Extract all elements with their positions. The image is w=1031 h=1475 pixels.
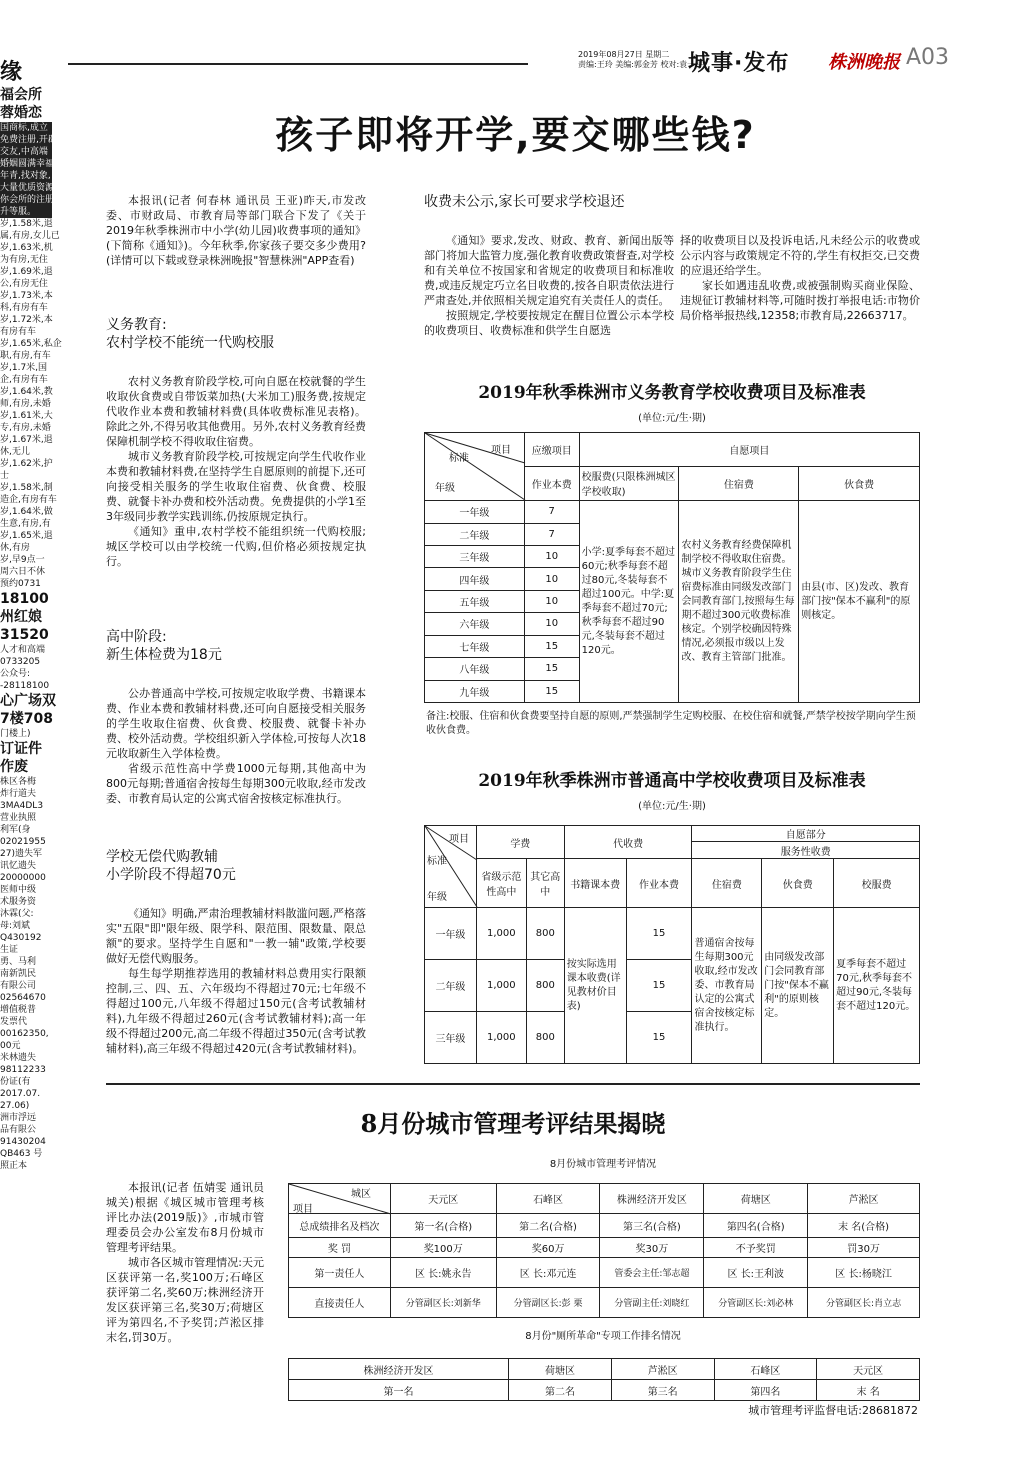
strip-line: 利军(身 — [0, 825, 31, 835]
th-huoshi: 伙食费 — [799, 466, 920, 501]
grade-cell: 七年级 — [425, 635, 525, 657]
table-cell: 第一名(合格) — [390, 1214, 496, 1238]
district-header: 石峰区 — [714, 1359, 817, 1380]
table4-caption: 8月份"厕所革命"专项工作排名情况 — [525, 1331, 681, 1342]
corner-std: 标准 — [449, 453, 469, 464]
strip-line: 2017.07. — [0, 1089, 41, 1099]
article1-sec4b — [680, 233, 920, 323]
rank-cell: 末 名 — [817, 1380, 920, 1401]
table-cell: 区 长:王利波 — [704, 1258, 808, 1288]
strip-line: Q430192 — [0, 933, 42, 943]
strip-line: 发票代 — [0, 1017, 28, 1027]
grade-cell: 一年级 — [425, 908, 477, 960]
grade-cell: 二年级 — [425, 960, 477, 1012]
article2-body — [106, 1180, 264, 1345]
strip-line: 大量优质资源 — [0, 183, 55, 193]
strip-line: 心广场双 — [0, 693, 56, 709]
district-header: 芦淞区 — [808, 1184, 920, 1214]
rank-cell: 第三名 — [611, 1380, 714, 1401]
strip-line: 职,有房,有车 — [0, 351, 51, 361]
strip-line: 师,有房,未婚 — [0, 399, 51, 409]
th-ziyuan: 自愿项目 — [579, 433, 919, 467]
strip-line: 为有房,无住 — [0, 255, 48, 265]
corner-top: 城区 — [351, 1189, 371, 1200]
paragraph: 按照规定,学校要按规定在醒目位置公示本学校的收费项目、收费标准和供学生自愿选 — [424, 309, 674, 337]
strip-line: 18100 — [0, 591, 49, 607]
table4 — [288, 1358, 920, 1401]
corner-grade: 年级 — [435, 483, 455, 494]
table1-unit: (单位:元/生·期) — [638, 413, 706, 424]
article2-headline: 8月份城市管理考评结果揭晓 — [360, 1109, 666, 1138]
th-daishou: 应缴项目 — [524, 433, 579, 467]
table1 — [424, 432, 920, 703]
table-cell: 罚30万 — [808, 1238, 920, 1258]
subhead-2 — [106, 628, 366, 664]
district-header: 株洲经济开发区 — [289, 1359, 509, 1380]
subhead-1 — [106, 316, 366, 352]
strip-line: 专,有房,未婚 — [0, 423, 51, 433]
table2-unit: (单位:元/生·期) — [638, 801, 706, 812]
paragraph: 每生每学期推荐选用的教辅材料总费用实行限额控制,三、四、五、六年级均不得超过70元;七年级不得超过100元,八年级不得超过150元(含考试教辅材料),九年级不得超过260元(含考试教辅材料);高一年级不得超过200元,高二年级不得超过350元(含考试教辅材料),高三年级不得超过420元(含考试教辅材料)。 — [106, 967, 366, 1055]
th-huoshi: 伙食费 — [762, 859, 834, 908]
paragraph: 公办普通高中学校,可按规定收取学费、书籍课本费、作业本费和教辅材料费,还可向自愿接受相关服务的学生收取住宿费、伙食费、校服费、就餐卡补办费、校外活动费。学校组织新入学体检,可按每人次18元收取新生入学体检费。 — [106, 687, 366, 760]
article1-lead: 本报讯(记者 何春林 通讯员 王亚)昨天,市发改委、市财政局、市教育局等部门联合下发了《关于2019年秋季株洲市中小学(幼儿园)收费事项的通知》(下简称《通知》)。今年秋季,你家孩子要交多少费用?(详情可以下载或登录株洲晚报"智慧株洲"APP查看) — [106, 194, 366, 267]
subhead-2-line2: 新生体检费为18元 — [106, 647, 222, 663]
paragraph: 省级示范性高中学费1000元每期,其他高中为800元每期;普通宿舍按每生每期300元收取,经市发改委、市教育局认定的公寓式宿舍按核定标准执行。 — [106, 762, 366, 805]
subhead-4: 收费未公示,家长可要求学校退还 — [424, 194, 625, 210]
table-cell: 第四名(合格) — [704, 1214, 808, 1238]
corner-std: 标准 — [427, 856, 447, 867]
strip-line: 勇、马利 — [0, 957, 37, 967]
th-shengji: 省级示范性高中 — [476, 859, 526, 908]
table-cell: 区 长:姚永告 — [390, 1258, 496, 1288]
strip-line: 岁,1.63米,机 — [0, 243, 53, 253]
strip-line: 预约0731 — [0, 579, 41, 589]
strip-line: 岁,早9点一 — [0, 555, 45, 565]
header-date: 2019年08月27日 星期二 — [578, 50, 670, 59]
strip-line: 母:刘斌 — [0, 921, 31, 931]
grade-cell: 二年级 — [425, 523, 525, 545]
table1-corner — [425, 433, 525, 501]
strip-line: 02564670 — [0, 993, 46, 1003]
paragraph: 《通知》明确,严肃治理教辅材料散滥问题,严格落实"五限"即"限年级、限学科、限范围、限数量、限总额"的要求。坚持学生自愿和"一教一辅"政策,学校要做好无偿代购服务。 — [106, 907, 366, 965]
strip-line: 属,有房,女儿已 — [0, 231, 60, 241]
value-cell: 800 — [526, 908, 564, 960]
grade-cell: 三年级 — [425, 546, 525, 568]
value-cell: 10 — [524, 613, 579, 635]
strip-line: 门楼上) — [0, 729, 31, 739]
paragraph: 择的收费项目以及投诉电话,凡未经公示的收费或公示内容与政策规定不符的,学生有权拒交,已交费的应退还给学生。 — [680, 234, 920, 277]
th-zhusu: 住宿费 — [692, 859, 762, 908]
shuji-text: 按实际选用课本收费(详见教材价目表) — [564, 908, 626, 1064]
strip-line: 增值税普 — [0, 1005, 37, 1015]
rank-cell: 第四名 — [714, 1380, 817, 1401]
value-cell: 15 — [524, 680, 579, 703]
strip-line: 国商标,成立 — [0, 122, 52, 134]
strip-line: 造企,有房有车 — [0, 495, 57, 505]
strip-line: 升等服。 — [0, 206, 52, 218]
strip-line: 周六日不休 — [0, 567, 46, 577]
grade-cell: 四年级 — [425, 568, 525, 590]
table-cell: 奖100万 — [390, 1238, 496, 1258]
strip-line: 27.06) — [0, 1101, 30, 1111]
strip-line: 年青,找对象, — [0, 171, 51, 181]
table-cell: 区 长:杨晓江 — [808, 1258, 920, 1288]
th-qita: 其它高中 — [526, 859, 564, 908]
grade-cell: 八年级 — [425, 658, 525, 680]
strip-line: 营业执照 — [0, 813, 37, 823]
th-fuwu: 服务性收费 — [692, 842, 920, 859]
subhead-3 — [106, 848, 366, 884]
value-cell: 15 — [626, 1012, 692, 1064]
strip-line: 00元 — [0, 1041, 21, 1051]
strip-line: 照正本 — [0, 1161, 28, 1171]
table1-title: 2019年秋季株洲市义务教育学校收费项目及标准表 — [478, 383, 866, 403]
headline: 孩子即将开学,要交哪些钱? — [275, 113, 756, 157]
strip-line: 人才和高端 — [0, 645, 46, 655]
section-divider — [106, 1083, 920, 1085]
article1-col1 — [106, 193, 366, 268]
strip-line: 岁,1.58米,退 — [0, 219, 53, 229]
strip-line: 岁,1.62米,护 — [0, 459, 53, 469]
table2-corner — [425, 826, 477, 908]
strip-line: 公,有房无住 — [0, 279, 48, 289]
subhead-2-line1: 高中阶段: — [106, 629, 167, 645]
strip-line: 份证(有 — [0, 1077, 31, 1087]
strip-line: 作废 — [0, 759, 28, 775]
row-label: 第一责任人 — [289, 1258, 391, 1288]
th-ziyuan: 自愿部分 — [692, 826, 920, 842]
strip-line: 岁,1.58米,制 — [0, 483, 53, 493]
page-number: A03 — [906, 45, 950, 70]
corner-bottom: 项目 — [293, 1204, 313, 1215]
value-cell: 800 — [526, 1012, 564, 1064]
article1-sec4a — [424, 233, 674, 338]
district-header: 株洲经济开发区 — [600, 1184, 704, 1214]
strip-line: 27)遗失军 — [0, 849, 42, 859]
th-zuoye: 作业本费 — [524, 466, 579, 501]
section-title: 城事·发布 — [688, 51, 790, 76]
corner-item: 项目 — [491, 445, 511, 456]
strip-line: 术服务资 — [0, 897, 37, 907]
strip-line: 岁,1.69米,退 — [0, 267, 53, 277]
strip-line: 米林遗失 — [0, 1053, 37, 1063]
subhead-3-line1: 学校无偿代购教辅 — [106, 849, 218, 865]
strip-line: QB463 号 — [0, 1149, 43, 1159]
xiaofu-text: 夏季每套不超过70元,秋季每套不超过90元,冬装每套不超过120元。 — [834, 908, 920, 1064]
grade-cell: 九年级 — [425, 680, 525, 703]
th-xiaofu: 校服费(只限株洲城区学校收取) — [579, 466, 679, 501]
strip-line: 生意,有房,有 — [0, 519, 51, 529]
strip-line: -28118100 — [0, 681, 50, 691]
value-cell: 10 — [524, 590, 579, 612]
header-editors: 责编:王玲 美编:郭金芳 校对:袁一平 — [578, 60, 704, 69]
subhead-1-line1: 义务教育: — [106, 317, 167, 333]
strip-line: 3MA4DL3 — [0, 801, 44, 811]
strip-line: 炸行道夫 — [0, 789, 37, 799]
district-header: 天元区 — [817, 1359, 920, 1380]
strip-line: 岁,1.64米,教 — [0, 387, 53, 397]
th-zhusu: 住宿费 — [679, 466, 799, 501]
strip-line: 讯忆遗失 — [0, 861, 37, 871]
table-cell: 奖60万 — [496, 1238, 600, 1258]
rank-cell: 第一名 — [289, 1380, 509, 1401]
strip-line: 沐霖(父: — [0, 909, 34, 919]
strip-line: 订证件 — [0, 741, 42, 757]
strip-line: 岁,1.65米,退 — [0, 531, 53, 541]
table-cell: 分管副区长:彭 栗 — [496, 1288, 600, 1318]
strip-line: 医师中级 — [0, 885, 37, 895]
strip-line: 岁,1.64米,做 — [0, 507, 53, 517]
strip-line: 岁,1.7米,国 — [0, 363, 48, 373]
th-xuefei: 学费 — [476, 826, 564, 859]
value-cell: 7 — [524, 501, 579, 523]
article1-sec1 — [106, 374, 366, 569]
paragraph: 本报讯(记者 伍婧雯 通讯员 城关)根据《城区城市管理考核评比办法(2019版)》,市城市管理委员会办公室发布8月份城市管理考评结果。 — [106, 1181, 264, 1254]
strip-line: 岁,1.61米,大 — [0, 411, 53, 421]
strip-line: 91430204 — [0, 1137, 46, 1147]
value-cell: 10 — [524, 546, 579, 568]
district-header: 芦淞区 — [611, 1359, 714, 1380]
row-label: 奖 罚 — [289, 1238, 391, 1258]
zhusu-text: 普通宿舍按每生每期300元收取,经市发改委、市教育局认定的公寓式宿舍按核定标准执行。 — [692, 908, 762, 1064]
strip-line: 株区各梅 — [0, 777, 37, 787]
strip-line: 生证 — [0, 945, 19, 955]
strip-line: 岁,1.67米,退 — [0, 435, 53, 445]
zhusu-text: 农村义务教育经费保障机制学校不得收取住宿费。城市义务教育阶段学生住宿费标准由同级发改部门会同教育部门,按照每生每期不超过300元收费标准核定。个别学校确因特殊情况,必须报市级以上发改、教育主管部门批准。 — [679, 501, 799, 703]
th-shuji: 书籍课本费 — [564, 859, 626, 908]
strip-line: 福会所 — [0, 87, 42, 103]
subhead-3-line2: 小学阶段不得超70元 — [106, 867, 236, 883]
strip-line: 士 — [0, 471, 10, 481]
grade-cell: 六年级 — [425, 613, 525, 635]
paragraph: 家长如遇违乱收费,或被强制购买商业保险、违规征订教辅材料等,可随时拨打举报电话:市物价局价格举报热线,12358;市教育局,22663717。 — [680, 279, 920, 322]
table-cell: 第三名(合格) — [600, 1214, 704, 1238]
header-date-block — [578, 50, 703, 70]
paragraph: 城市各区城市管理情况:天元区获评第一名,奖100万;石峰区获评第二名,奖60万;株洲经济开发区获评第三名,奖30万;荷塘区评为第四名,不予奖罚;芦淞区排末名,罚30万。 — [106, 1256, 264, 1344]
strip-line: 你会所的注册 — [0, 195, 55, 205]
row-label: 直接责任人 — [289, 1288, 391, 1318]
paragraph: 城市义务教育阶段学校,可按规定向学生代收作业本费和教辅材料费,在坚持学生自愿原则的前提下,还可向接受相关服务的学生收取住宿费、伙食费、校服费、就餐卡补办费和校外活动费。免费提供的小学1至3年级同步教学实践训练,仍按原规定执行。 — [106, 450, 366, 523]
table-cell: 分管副区长:肖立志 — [808, 1288, 920, 1318]
table3-caption: 8月份城市管理考评情况 — [549, 1159, 657, 1170]
value-cell: 15 — [524, 635, 579, 657]
grade-cell: 五年级 — [425, 590, 525, 612]
value-cell: 10 — [524, 568, 579, 590]
strip-line: 公众号: — [0, 669, 31, 679]
strip-line: 免费注册,开辟 — [0, 135, 57, 145]
strip-line: 岁,1.65米,私企 — [0, 339, 62, 349]
th-xiaofu: 校服费 — [834, 859, 920, 908]
strip-line: 企,有房有车 — [0, 375, 48, 385]
corner-item: 项目 — [449, 834, 469, 845]
table-cell: 区 长:邓元连 — [496, 1258, 600, 1288]
strip-line: 婚姻圆满幸福 — [0, 159, 55, 169]
table-cell: 末 名(合格) — [808, 1214, 920, 1238]
strip-line: 蓉婚恋 — [0, 105, 42, 121]
table2 — [424, 825, 920, 1064]
strip-line: 98112233 — [0, 1065, 46, 1075]
th-zuoye: 作业本费 — [626, 859, 692, 908]
paragraph: 《通知》重申,农村学校不能组织统一代购校服;城区学校可以由学校统一代购,但价格必须按规定执行。 — [106, 525, 366, 568]
table-cell: 奖30万 — [600, 1238, 704, 1258]
table1-note: 备注:校服、住宿和伙食费要坚持自愿的原则,严禁强制学生定购校服、在校住宿和就餐,严禁学校按学期向学生预收伙食费。 — [426, 711, 916, 736]
corner-grade: 年级 — [427, 892, 447, 903]
value-cell: 15 — [524, 658, 579, 680]
strip-line: 缘 — [0, 60, 23, 85]
strip-line: 0733205 — [0, 657, 41, 667]
header-rule — [68, 63, 528, 65]
adjacent-column-strip — [0, 60, 62, 1460]
article1-sec3 — [106, 906, 366, 1056]
paragraph: 农村义务教育阶段学校,可向自愿在校就餐的学生收取伙食费或自带饭菜加热(大米加工)服务费,按规定代收作业本费和教辅材料费(具体收费标准见表格)。除此之外,不得另收其他费用。另外,农村义务教育经费保障机制学校不得收取住宿费。 — [106, 375, 366, 448]
paragraph: 《通知》要求,发改、财政、教育、新闻出版等部门将加大监管力度,强化教育收费政策督查,对学校和有关单位不按国家和省规定的收费项目和标准收费,或违反规定巧立名目收费的,按各自职责依法进行严肃查处,并依照相关规定追究有关责任人的责任。 — [424, 234, 674, 307]
strip-line: 交友,中高端 — [0, 146, 52, 158]
strip-line: 7楼708 — [0, 711, 53, 727]
rank-cell: 第二名 — [509, 1380, 612, 1401]
th-daishou: 代收费 — [564, 826, 692, 859]
strip-line: 南新凯民 — [0, 969, 37, 979]
table-cell: 管委会主任:邹志超 — [600, 1258, 704, 1288]
huoshi-text: 由同级发改部门会同教育部门按"保本不赢利"的原则核定。 — [762, 908, 834, 1064]
value-cell: 1,000 — [476, 960, 526, 1012]
strip-line: 休,有房 — [0, 543, 30, 553]
district-header: 天元区 — [390, 1184, 496, 1214]
table-cell: 不予奖罚 — [704, 1238, 808, 1258]
strip-line: 州红娘 — [0, 609, 42, 625]
table3 — [288, 1183, 920, 1318]
strip-line: 31520 — [0, 627, 49, 643]
strip-line: 有限公司 — [0, 981, 37, 991]
district-header: 荷塘区 — [509, 1359, 612, 1380]
value-cell: 7 — [524, 523, 579, 545]
strip-line: 有房有车 — [0, 327, 37, 337]
strip-line: 科,有房有车 — [0, 303, 48, 313]
paper-logo: 株洲晚报 — [828, 52, 900, 73]
strip-line: 洲市浮远 — [0, 1113, 37, 1123]
district-header: 荷塘区 — [704, 1184, 808, 1214]
district-header: 石峰区 — [496, 1184, 600, 1214]
strip-line: 02021955 — [0, 837, 46, 847]
huoshi-text: 由县(市、区)发改、教育部门按"保本不赢利"的原则核定。 — [799, 501, 920, 703]
grade-cell: 一年级 — [425, 501, 525, 523]
supervision-phone: 城市管理考评监督电话:28681872 — [748, 1404, 918, 1417]
value-cell: 1,000 — [476, 908, 526, 960]
strip-line: 00162350, — [0, 1029, 49, 1039]
strip-line: 品有限公 — [0, 1125, 37, 1135]
value-cell: 15 — [626, 960, 692, 1012]
table3-corner — [289, 1184, 391, 1214]
table-cell: 分管副区长:刘新华 — [390, 1288, 496, 1318]
table-cell: 分管副主任:刘晓红 — [600, 1288, 704, 1318]
table-cell: 分管副区长:刘必林 — [704, 1288, 808, 1318]
value-cell: 800 — [526, 960, 564, 1012]
strip-line: 岁,1.73米,本 — [0, 291, 53, 301]
xiaofu-text: 小学:夏季每套不超过60元;秋季每套不超过80元,冬装每套不超过100元。中学:夏季每套不超过70元;秋季每套不超过90元,冬装每套不超过120元。 — [579, 501, 679, 703]
article1-sec2 — [106, 686, 366, 806]
strip-line: 20000000 — [0, 873, 46, 883]
value-cell: 1,000 — [476, 1012, 526, 1064]
table2-title: 2019年秋季株洲市普通高中学校收费项目及标准表 — [478, 771, 866, 791]
row-label: 总成绩排名及档次 — [289, 1214, 391, 1238]
value-cell: 15 — [626, 908, 692, 960]
grade-cell: 三年级 — [425, 1012, 477, 1064]
subhead-1-line2: 农村学校不能统一代购校服 — [106, 335, 274, 351]
table-cell: 第二名(合格) — [496, 1214, 600, 1238]
strip-line: 休,无儿 — [0, 447, 30, 457]
strip-line: 岁,1.72米,本 — [0, 315, 53, 325]
